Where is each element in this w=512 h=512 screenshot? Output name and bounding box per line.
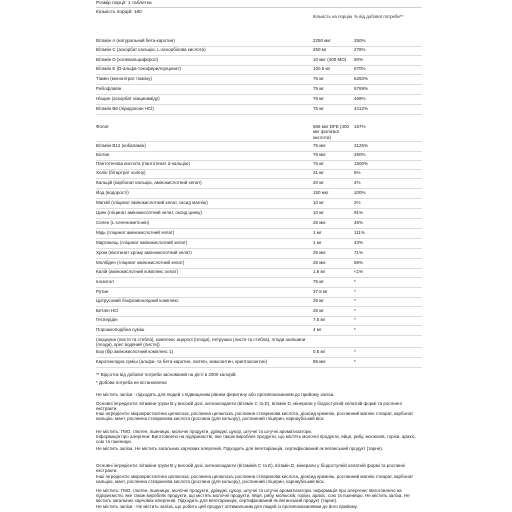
nutrient-amount: 10 мг	[313, 210, 324, 215]
nutrient-amount: 250 мг	[313, 47, 327, 52]
nutrient-percent: *	[354, 279, 356, 284]
nutrient-percent: 45%	[354, 220, 364, 225]
nutrient-amount: 0.5 мг	[313, 349, 326, 354]
footnote-not-established: * Добова потреба не встановлена	[96, 380, 167, 385]
nutrient-amount: 25 мг	[313, 308, 324, 313]
description-paragraph: Основні інгредієнти: вітаміни групи B у високій дозі, антиоксиданти (вітамінів C та E), вітамін D, мінерали у біодоступній хелатній формі та рослинні екстракти.	[96, 463, 406, 474]
nutrient-amount: 25 мкг	[313, 250, 326, 255]
nutrient-name: Ніацин (аскорбат ніацинаміду)	[96, 96, 160, 101]
nutrient-name: Магній (гліцинат амінокислотний хелат, оксид магнію)	[96, 200, 208, 205]
nutrient-name: Йод (водорості)	[96, 190, 129, 195]
nutrient-name: Вітамін B12 (кобаламін)	[96, 143, 146, 148]
nutrient-percent: 250%	[354, 152, 366, 157]
row-divider	[96, 55, 422, 56]
nutrient-amount: 7.5 мг	[313, 317, 326, 322]
nutrient-name: Біотин	[96, 152, 110, 157]
serving-size: Розмір порції: 1 таблетка	[96, 1, 152, 6]
nutrient-amount: 100.5 мг	[313, 66, 331, 71]
row-divider	[96, 208, 422, 209]
nutrient-percent: *	[354, 298, 356, 303]
nutrient-name: Рибофлавін	[96, 86, 122, 91]
row-divider	[96, 367, 422, 368]
nutrient-name: Каротиноїдна суміш (альфа- та бета-каротин, лютеїн, зеаксантин, криптоксантин)	[96, 359, 267, 364]
nutrient-percent: 50%	[354, 57, 364, 62]
nutrient-percent: *	[354, 349, 356, 354]
nutrient-amount: 4 мг	[313, 327, 322, 332]
nutrient-percent: 2%	[354, 200, 361, 205]
servings-count: Кількість порцій: 180	[96, 10, 142, 15]
row-divider	[96, 238, 422, 239]
nutrient-percent: 71%	[354, 250, 364, 255]
nutrient-name: Вітамін D (холекальциферол)	[96, 57, 158, 62]
nutrient-amount: 86 мкг	[313, 359, 326, 364]
nutrient-name: Холін (бітартрат холіну)	[96, 170, 146, 175]
row-divider	[96, 287, 422, 288]
row-divider	[96, 188, 422, 189]
nutrient-amount: 10 мг	[313, 200, 324, 205]
nutrient-amount: 25 мг	[313, 298, 324, 303]
nutrient-percent: *	[354, 317, 356, 322]
nutrient-name: Вітамін E (D-альфа-токоферилсукцинат)	[96, 66, 181, 71]
description-paragraph: Інші інгредієнти: мікрокристалічна целюлоза, рослинна целюлоза, рослинна стеаринова кислота, діоксид кремнію, рослинний магнію стеарат, карбонат кальцію, мант, рослинна стеаринова кислота (рослина (для кольору), рослинний гліцерин, карнаубський віск.	[96, 474, 414, 485]
nutrient-amount: 2250 мкг	[313, 38, 331, 43]
nutrient-name: Гесперідін	[96, 317, 118, 322]
nutrient-amount: 75 мкг	[313, 152, 326, 157]
nutrient-name: Тіамін (мононітрат тіаміну)	[96, 76, 152, 81]
nutrient-percent: 100%	[354, 190, 366, 195]
nutrient-percent: 6%	[354, 170, 361, 175]
nutrient-name: Інозитол	[96, 279, 114, 284]
row-divider	[96, 347, 422, 348]
nutrient-percent: 56%	[354, 260, 364, 265]
description-paragraph: Інформація про алергени: Виготовлено на підприємстві, яке також виробляє продукти, що містять молочні продукти, яйця, рибу, молюсків, горіхи, арахіс, сою та пшеницю.	[96, 434, 417, 445]
row-divider	[96, 114, 422, 115]
nutrient-name: Вітамін B6 (піридоксин HCl)	[96, 106, 154, 111]
column-header-percent: % від добової потреби**	[354, 14, 404, 19]
nutrient-percent: 3125%	[354, 143, 369, 148]
nutrient-percent: *	[354, 308, 356, 313]
nutrient-name: (люцерна (листя та стебла), комплекс ацеролі (плоди), петрушка (листя та стебла), плоди шипшини (плоди), крес водяний (листя))	[96, 337, 306, 348]
row-divider	[96, 74, 422, 75]
description-paragraph: Не містить заліза - підходить для людей з підвищеним рівнем феритину або протипоказанням до прийому заліза.	[96, 392, 335, 397]
nutrient-name: Кальцій (карбонат кальцію, амінокислотний хелат)	[96, 180, 202, 185]
nutrient-percent: 2%	[354, 180, 361, 185]
description-paragraph: Інші інгредієнти: мікрокристалічна целюлоза, рослинна целюлоза, рослинна стеаринова кислота, діоксид кремнію, рослинний магнію стеарат, карбонат кальцію, мант, рослинна стеаринова кислота (рослина (для кольору), рослинний гліцерин, карнаубський віск.	[96, 411, 414, 422]
nutrient-amount: 10 мкг (400 МО)	[313, 57, 347, 62]
row-divider	[96, 228, 422, 229]
nutrient-percent: *	[354, 289, 356, 294]
nutrient-name: Порошкоподібна суміш	[96, 327, 145, 332]
nutrient-amount: 75 мг	[313, 106, 324, 111]
row-divider	[96, 335, 422, 336]
row-divider	[96, 325, 422, 326]
nutrient-amount: 31 мг	[313, 170, 324, 175]
row-divider	[96, 218, 422, 219]
nutrient-percent: *	[354, 359, 356, 364]
nutrient-percent: 670%	[354, 66, 366, 71]
nutrient-percent: 6250%	[354, 76, 369, 81]
nutrient-percent: 469%	[354, 96, 366, 101]
row-divider	[96, 277, 422, 278]
description-paragraph: Не містить: ГМО, глютен, пшеницю, молочні продукти, дріжджі, цукор, штучні та штучні ароматизатори. Інформація про алергени: Виготовлено на підприємстві, яке також виробляє продукти, що містять молочні продукти, яйця, рибу, молюсків, горіхи, арахіс, сою та пшеницю. Не містить заліза. Не містить загальних харчових алергенів. Підходить для вегетаріанців, сертифікований як веганський продукт (тарне).	[96, 488, 410, 504]
nutrient-amount: 150 мкг	[313, 190, 329, 195]
row-divider	[96, 258, 422, 259]
nutrient-percent: 167%	[354, 124, 366, 129]
column-header-amount: Кількість на порцію	[313, 14, 353, 19]
nutrient-name: Бетаїн HCl	[96, 308, 119, 313]
nutrient-name: Селен (L-селенометіонін)	[96, 220, 150, 225]
row-divider	[96, 94, 422, 95]
nutrient-name: Хром (нікотинат хрому амінокислотний хелат)	[96, 250, 192, 255]
nutrient-amount: 37.5 мг	[313, 289, 328, 294]
nutrient-percent: 5769%	[354, 86, 369, 91]
nutrient-name: Цинк (гліцинат амінокислотний хелат, оксид цинку)	[96, 210, 202, 215]
nutrient-amount: 25 мкг	[313, 220, 326, 225]
nutrient-name: Молібден (гліцинат амінокислотний хелат)	[96, 260, 185, 265]
description-paragraph: Не містить: ГМО, глютен, пшеницю, молочні продукти, дріжджі, цукор, штучні та штучні ароматизатори.	[96, 429, 313, 434]
nutrient-name: Фолат	[96, 124, 109, 129]
nutrient-percent: 1500%	[354, 161, 369, 166]
nutrient-percent: <1%	[354, 269, 364, 274]
row-divider	[96, 178, 422, 179]
nutrient-amount: 25 мкг	[313, 260, 326, 265]
nutrient-amount: 1.6 мг	[313, 269, 326, 274]
nutrient-name: Цитрусовий біофлавоноїдний комплекс	[96, 298, 179, 303]
nutrient-name: Рутин	[96, 289, 109, 294]
description-paragraph: Не містить заліза - Не містить заліза, що робить цей продукт оптимальним для людей із протипоказаннями до його прийому.	[96, 504, 358, 509]
nutrient-percent: 4412%	[354, 106, 369, 111]
nutrient-name: Вітамін A (натуральний бета-каротин)	[96, 38, 175, 43]
row-divider	[96, 104, 422, 105]
nutrient-amount: 20 мг	[313, 180, 324, 185]
nutrient-percent: 111%	[354, 230, 365, 235]
nutrient-percent: 43%	[354, 240, 364, 245]
nutrient-name: Калій (амінокислотний комплекс хелат)	[96, 269, 179, 274]
row-divider	[96, 198, 422, 199]
description-paragraph: Не містить заліза. Не містить загальних харчових алергенів. Підходить для вегетаріанців, сертифікований як веганський продукт (тарне).	[96, 446, 384, 451]
top-divider	[96, 7, 422, 8]
nutrient-name: Пантотенова кислота (пантотенат d-кальцію)	[96, 161, 190, 166]
nutrient-percent: 250%	[354, 38, 366, 43]
footnote-daily-value: ** Відсоток від добової потреби заснований на дієті в 2000 калорій.	[96, 372, 237, 377]
nutrient-amount: 75 мг	[313, 279, 324, 284]
nutrient-amount: 75 мкг	[313, 143, 326, 148]
nutrient-amount: 666 мкг DFE (400 мкг фолієвої кислоти)	[313, 124, 349, 140]
nutrient-amount: 1 мг	[313, 230, 322, 235]
nutrient-name: Вітамін C (аскорбат кальцію, L-аскорбінова кислота)	[96, 47, 206, 52]
row-divider	[96, 306, 422, 307]
nutrient-amount: 75 мг	[313, 76, 324, 81]
row-divider	[96, 357, 422, 358]
row-divider	[96, 141, 422, 142]
nutrient-name: Бор (бір амінокислотний комплекс 1)	[96, 349, 173, 354]
nutrient-amount: 1 мг	[313, 240, 322, 245]
nutrient-percent: 91%	[354, 210, 364, 215]
nutrient-percent: *	[354, 327, 356, 332]
nutrient-percent: 278%	[354, 47, 366, 52]
nutrient-amount: 75 мг	[313, 86, 324, 91]
nutrient-amount: 75 мг	[313, 96, 324, 101]
nutrient-name: Марганець (гліцинат амінокислотний хелат)	[96, 240, 188, 245]
row-divider	[96, 84, 422, 85]
row-divider	[96, 248, 422, 249]
description-paragraph: Основні інгредієнти: вітаміни групи B у високій дозі, антиоксиданти (вітамін C та E), вітамін D, мінерали у біодоступній хелатній формі та рослинні екстракти.	[96, 401, 402, 412]
nutrient-name: Мідь (гліцинат амінокислотний хелат)	[96, 230, 175, 235]
nutrient-amount: 75 мг	[313, 161, 324, 166]
